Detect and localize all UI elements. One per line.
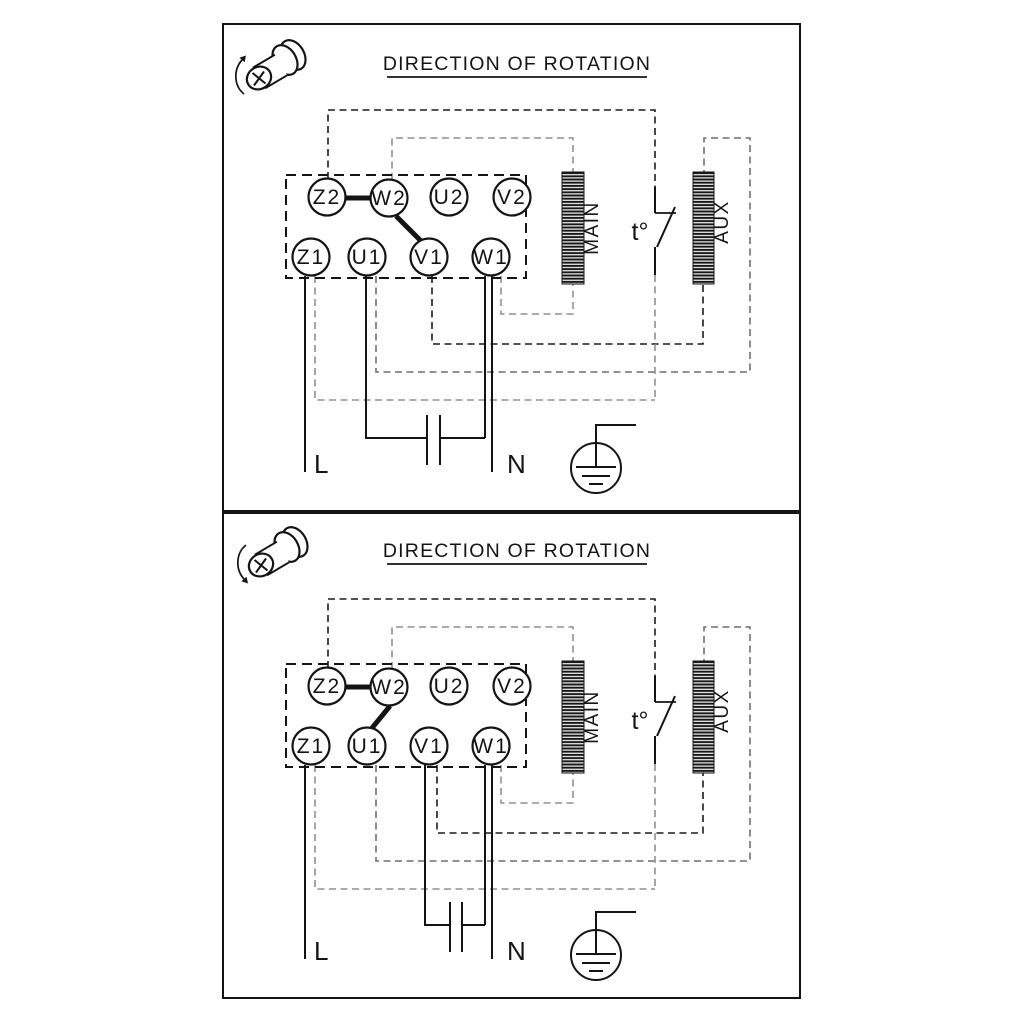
panel-ccw-drawing	[224, 25, 799, 510]
main-winding	[562, 172, 603, 284]
svg-text:V2: V2	[497, 186, 527, 209]
terminal-u1	[349, 728, 386, 765]
route-w2-to-main-top	[392, 138, 573, 180]
svg-text:Z1: Z1	[296, 246, 326, 269]
terminal-w1	[473, 239, 510, 276]
rotation-cw-icon	[238, 523, 313, 584]
route-v1-to-aux-bottom	[437, 765, 703, 833]
svg-text:W1: W1	[473, 246, 509, 269]
main-winding-label: MAIN	[582, 201, 603, 255]
svg-text:Z1: Z1	[296, 735, 326, 758]
svg-text:U1: U1	[351, 246, 383, 269]
thermal-switch	[632, 676, 676, 764]
main-winding-label: MAIN	[582, 690, 603, 744]
svg-text:W2: W2	[371, 676, 407, 699]
terminal-u2	[431, 179, 468, 216]
aux-winding-label: AUX	[712, 689, 733, 733]
terminal-z1	[293, 728, 330, 765]
route-w2-to-main-top	[392, 627, 573, 669]
terminal-v1	[411, 728, 448, 765]
thermal-switch-label: t°	[631, 707, 649, 735]
supply-wiring	[305, 765, 526, 966]
svg-text:V1: V1	[414, 735, 444, 758]
svg-text:Z2: Z2	[312, 186, 342, 209]
thermal-switch	[632, 187, 676, 275]
supply-wiring	[305, 276, 526, 479]
svg-text:V2: V2	[497, 675, 527, 698]
rotation-arrow-arc	[236, 60, 244, 94]
terminal-w1	[473, 728, 510, 765]
terminal-w2	[371, 669, 408, 706]
terminal-z2	[309, 668, 346, 705]
terminal-z1	[293, 239, 330, 276]
terminal-w2	[371, 180, 408, 217]
line-label: L	[314, 449, 329, 479]
aux-winding	[693, 172, 733, 284]
terminal-block	[286, 175, 531, 278]
terminal-v2	[494, 668, 531, 705]
terminal-block	[286, 664, 531, 767]
svg-text:W1: W1	[473, 735, 509, 758]
main-winding	[562, 661, 603, 773]
route-z2-to-thermal-top	[328, 110, 655, 187]
terminal-v2	[494, 179, 531, 216]
line-label: L	[314, 936, 329, 966]
svg-text:U2: U2	[433, 675, 465, 698]
earth-ground-symbol	[571, 912, 636, 980]
svg-text:U2: U2	[433, 186, 465, 209]
ground-wire	[596, 912, 636, 953]
page-title: DIRECTION OF ROTATION	[382, 53, 652, 75]
svg-text:V1: V1	[414, 246, 444, 269]
bridge-w2-u1	[372, 706, 390, 728]
terminal-u1	[349, 239, 386, 276]
wire-u1-to-capacitor	[366, 276, 427, 438]
rotation-arrow-arc	[238, 545, 246, 579]
svg-text:Z2: Z2	[312, 675, 342, 698]
bridge-w2-v1	[396, 216, 422, 242]
rotation-ccw-icon	[236, 36, 311, 94]
terminal-u2	[431, 668, 468, 705]
neutral-label: N	[507, 936, 526, 966]
aux-winding-label: AUX	[712, 200, 733, 244]
page-title: DIRECTION OF ROTATION	[382, 540, 652, 562]
panel-rotation-ccw	[222, 23, 801, 512]
thermal-switch-label: t°	[631, 218, 649, 246]
earth-ground-symbol	[571, 425, 636, 493]
terminal-v1	[411, 239, 448, 276]
panel-rotation-cw	[222, 512, 801, 999]
svg-text:W2: W2	[371, 187, 407, 210]
ground-wire	[596, 425, 636, 466]
route-z2-to-thermal-top	[328, 599, 655, 676]
aux-winding	[693, 661, 733, 773]
svg-text:U1: U1	[351, 735, 383, 758]
route-v1-to-aux-bottom	[432, 276, 703, 344]
neutral-label: N	[507, 449, 526, 479]
panel-cw-drawing	[224, 514, 799, 997]
terminal-z2	[309, 179, 346, 216]
